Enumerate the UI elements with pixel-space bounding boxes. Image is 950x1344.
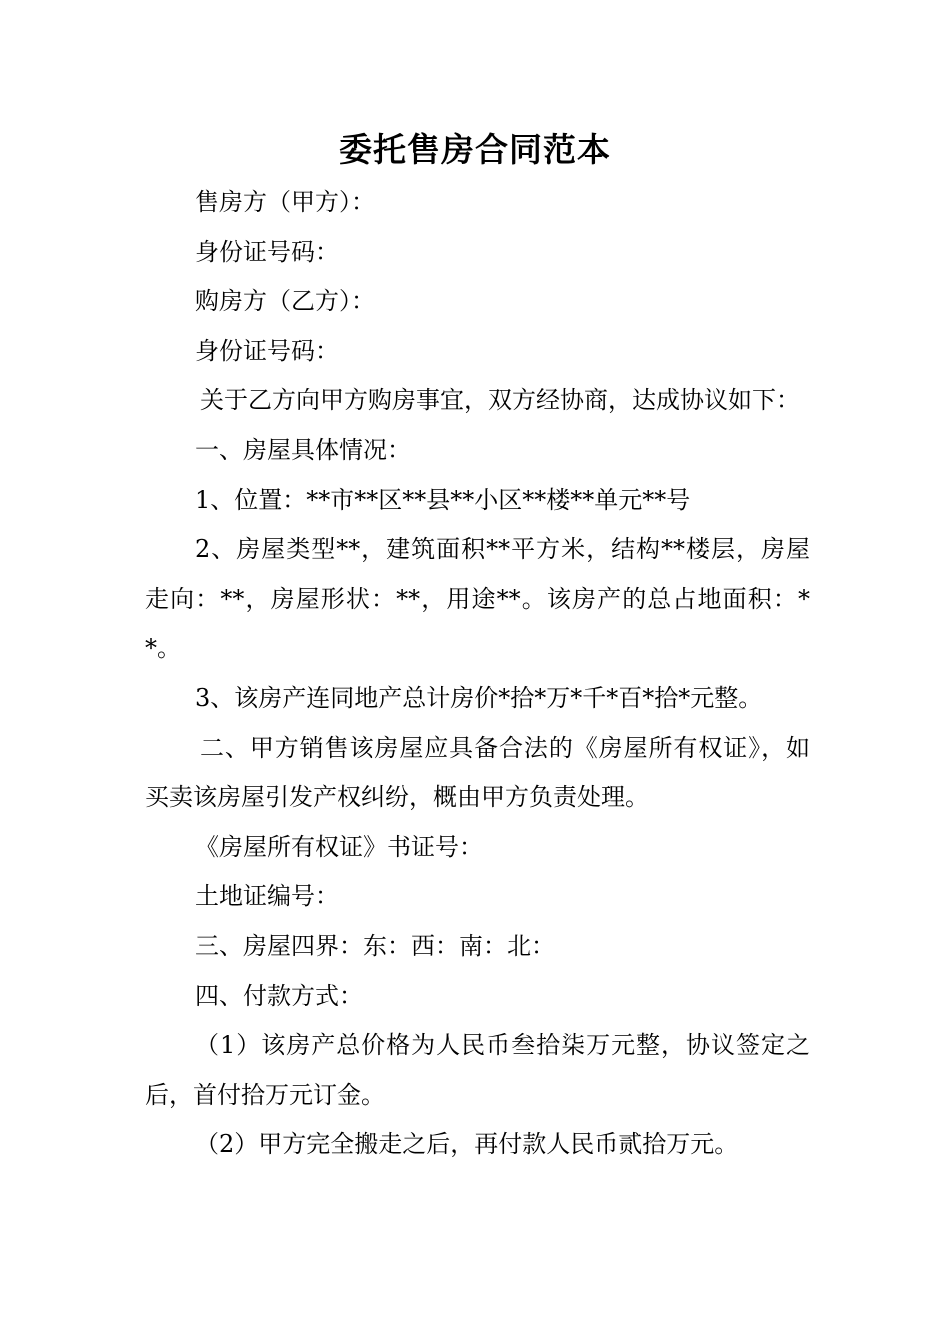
paragraph-buyer-id: 身份证号码： — [195, 336, 339, 365]
paragraph-seller: 售房方（甲方）： — [195, 188, 375, 216]
paragraph-payment-2: （2）甲方完全搬走之后，再付款人民币贰拾万元。 — [195, 1130, 739, 1159]
section-heading-payment: 四、付款方式： — [195, 981, 363, 1010]
paragraph-intro: 关于乙方向甲方购房事宜，双方经协商，达成协议如下： — [200, 386, 800, 415]
paragraph-boundaries: 三、房屋四界：东：西：南：北： — [195, 931, 555, 960]
paragraph-property-type: 2、房屋类型**，建筑面积**平方米，结构**楼层，房屋走向：**，房屋形状：**，用途**。该房产的总占地面积：**。 — [145, 535, 810, 663]
document-body — [145, 178, 810, 1170]
document-title: 委托售房合同范本 — [339, 130, 611, 169]
paragraph-location: 1、位置：**市**区**县**小区**楼**单元**号 — [195, 485, 691, 514]
paragraph-payment-1: （1）该房产总价格为人民币叁拾柒万元整，协议签定之后，首付拾万元订金。 — [145, 1031, 810, 1109]
paragraph-land-certificate: 土地证编号： — [195, 882, 339, 911]
paragraph-buyer: 购房方（乙方）： — [195, 287, 375, 316]
paragraph-seller-id: 身份证号码： — [195, 237, 339, 266]
paragraph-price: 3、该房产连同地产总计房价*拾*万*千*百*拾*元整。 — [195, 683, 763, 712]
paragraph-certificate-number: 《房屋所有权证》书证号： — [195, 832, 483, 861]
section-heading-property: 一、房屋具体情况： — [195, 435, 411, 464]
paragraph-ownership: 二、甲方销售该房屋应具备合法的《房屋所有权证》，如买卖该房屋引发产权纠纷，概由甲方负责处理。 — [145, 733, 810, 812]
